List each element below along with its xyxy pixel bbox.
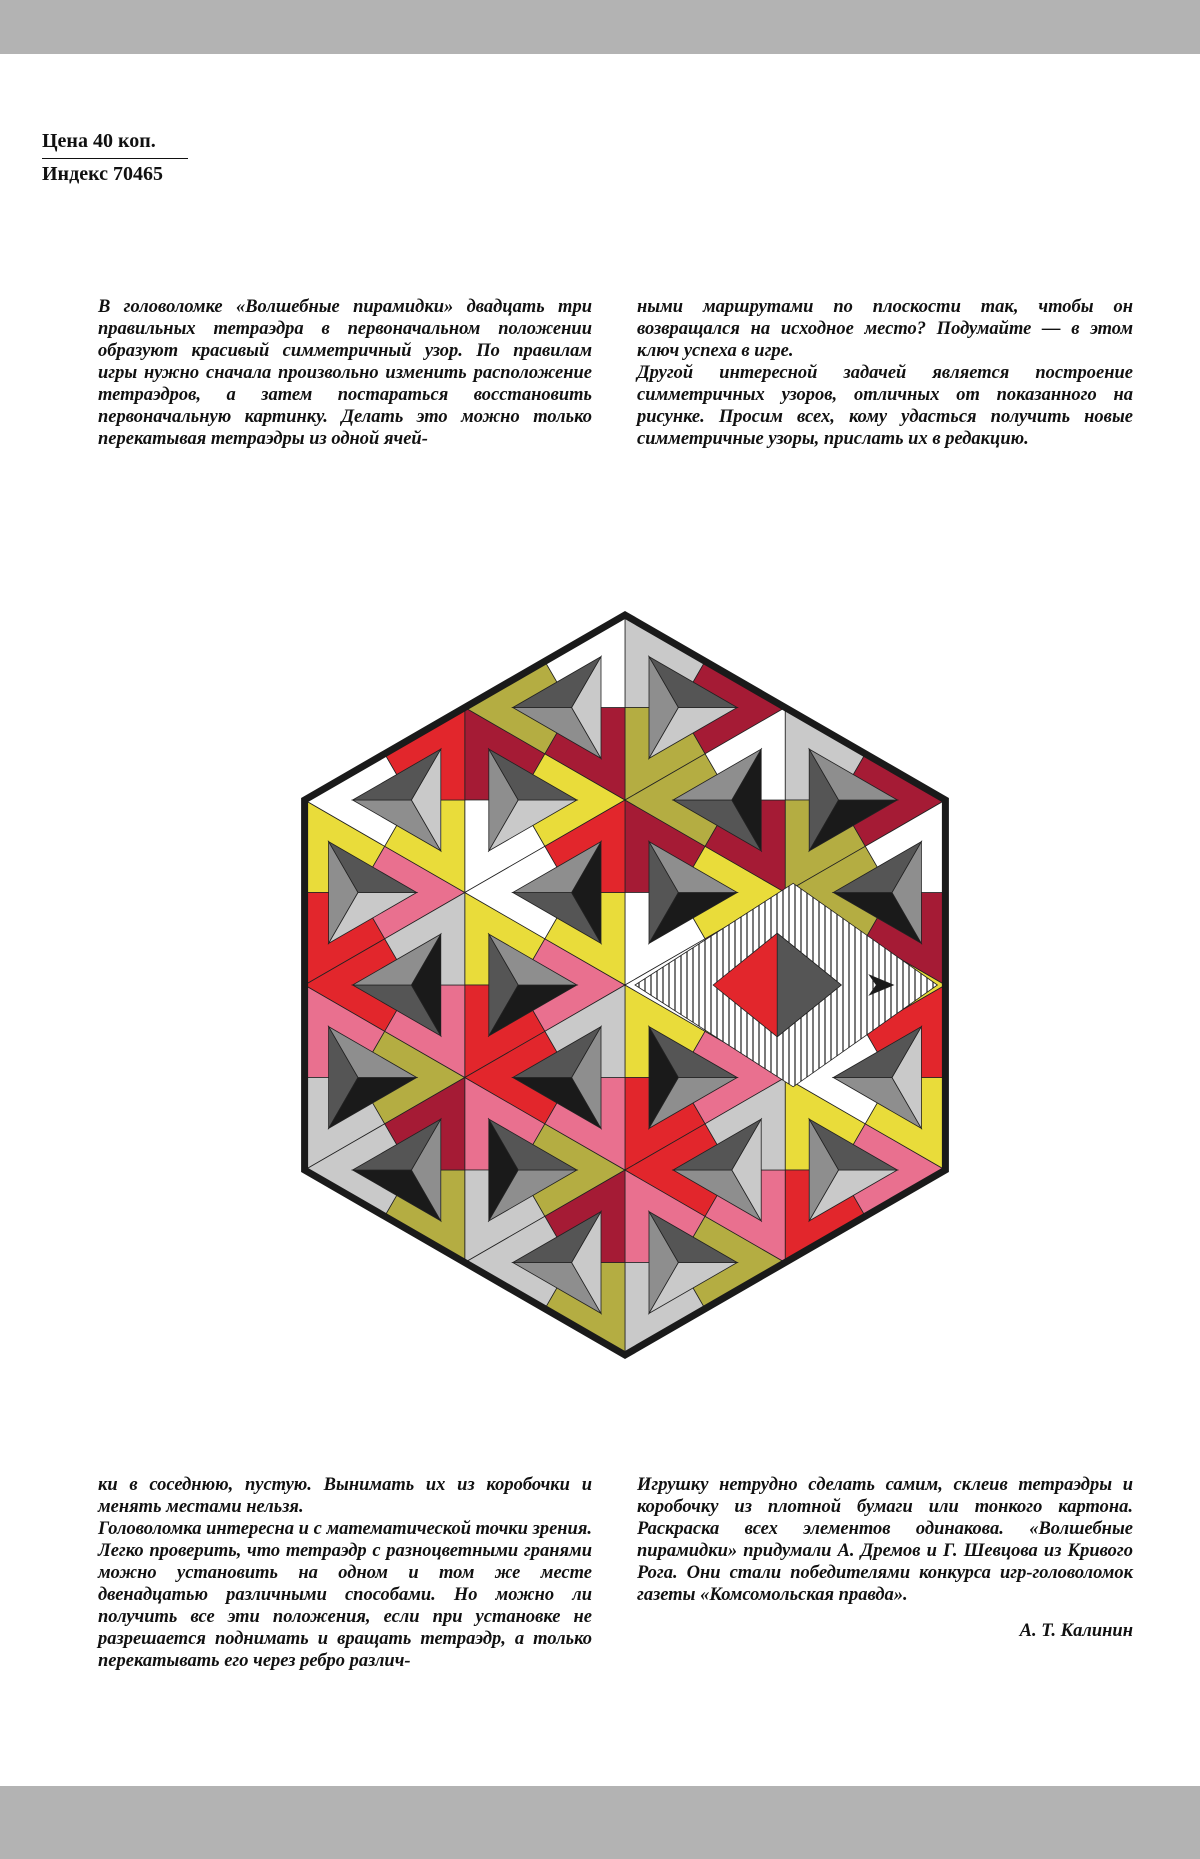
- price-rule: [42, 158, 188, 159]
- article-column-1: [98, 296, 592, 450]
- price-block: [42, 128, 188, 187]
- index-text: Индекс 70465: [42, 163, 163, 185]
- triangle-tiles: [305, 615, 946, 1355]
- author-signature: А. Т. Калинин: [1019, 1621, 1133, 1641]
- article-column-3: [98, 1474, 592, 1672]
- col1-paragraph: В головоломке «Волшебные пирамидки» двадцать три правильных тетраэдра в первоначальном положении образуют красивый симметричный узор. По правилам игры нужно сначала произвольно изменить расположение тетраэдров, а затем постараться восстановить первоначальную картинку. Делать это можно только перекатывая тетраэдры из одной ячей-: [98, 297, 592, 449]
- col3-paragraph-2: Головоломка интересна и с математической точки зрения. Легко проверить, что тетраэдр с разноцветными гранями можно установить на одном и том же месте двенадцатью различными способами. Но можно ли получить все эти положения, если при установке не разрешается поднимать и вращать тетраэдр, а только перекатывать его через ребро различ-: [98, 1519, 592, 1671]
- col2-paragraph-1: ными маршрутами по плоскости так, чтобы он возвращался на исходное место? Подумайте — в этом ключ успеха в игре.: [637, 297, 1133, 361]
- magic-pyramids-figure: [240, 550, 1010, 1420]
- col3-paragraph-1: ки в соседнюю, пустую. Вынимать их из коробочки и менять местами нельзя.: [98, 1475, 592, 1517]
- col2-paragraph-2: Другой интересной задачей является построение симметричных узоров, отличных от показанного на рисунке. Просим всех, кому удасться получить новые симметричные узоры, прислать их в редакцию.: [637, 363, 1133, 449]
- top-margin-bar: [0, 0, 1200, 54]
- price-text: Цена 40 коп.: [42, 130, 156, 152]
- col4-paragraph-1: Игрушку нетрудно сделать самим, склеив тетраэдры и коробочку из плотной бумаги или тонкого картона. Раскраска всех элементов одинакова. «Волшебные пирамидки» придумали А. Дремов и Г. Шевцова из Кривого Рога. Они стали победителями конкурса игр-головоломок газеты «Комсомольская правда».: [637, 1475, 1133, 1605]
- bottom-margin-bar: [0, 1786, 1200, 1859]
- article-column-2: [637, 296, 1133, 450]
- article-column-4: [637, 1474, 1133, 1642]
